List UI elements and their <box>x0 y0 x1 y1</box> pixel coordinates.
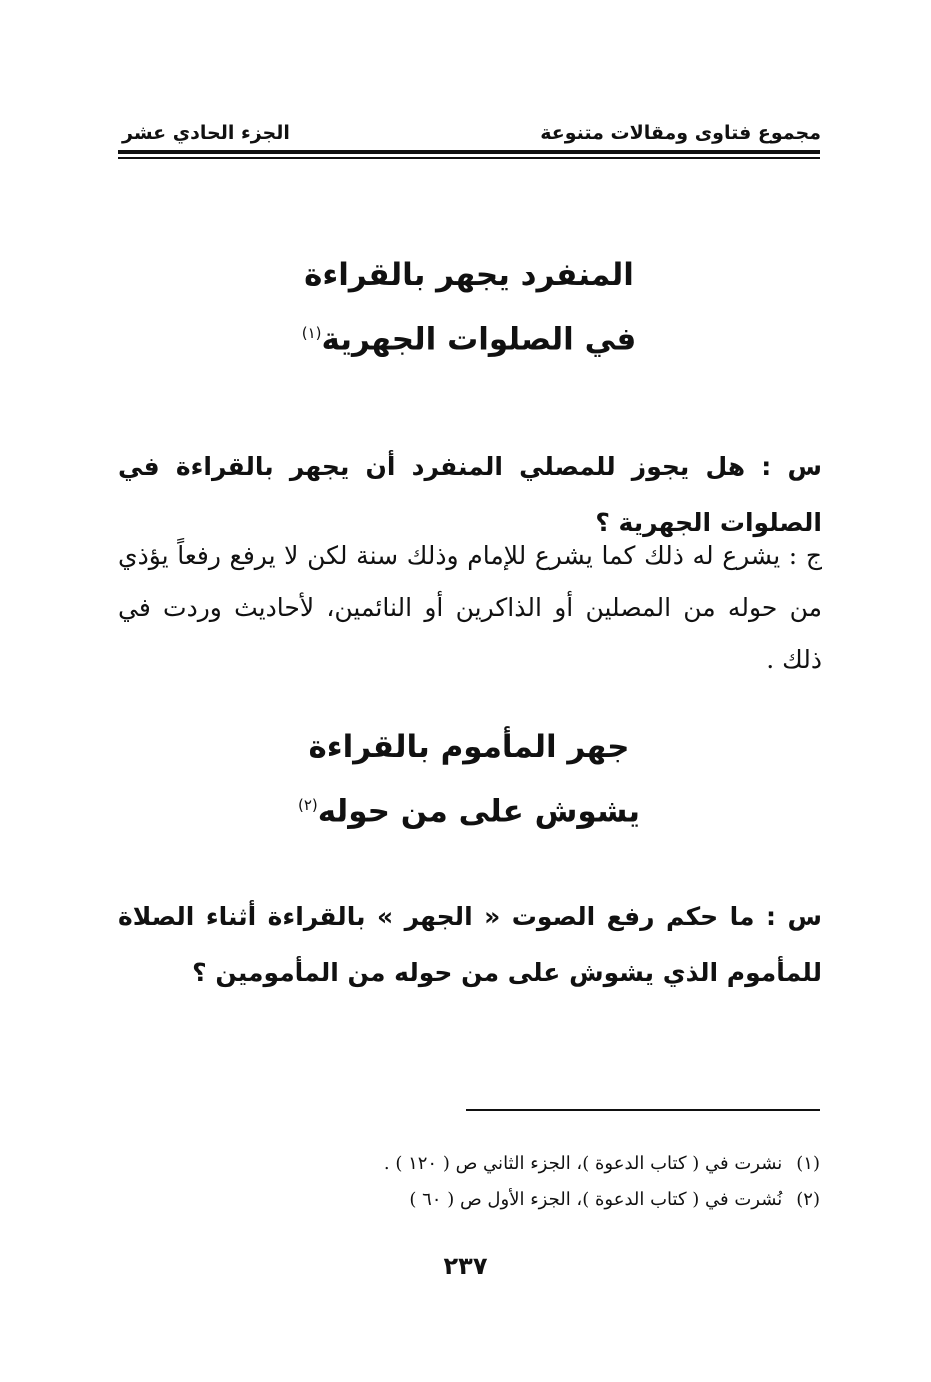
footnote-ref-2: (٢) <box>297 796 318 814</box>
section-2-title-line2: يشوش على من حوله <box>317 793 641 830</box>
footnote-1-number: (١) <box>796 1153 820 1174</box>
section-2-question: س : ما حكم رفع الصوت « الجهر » بالقراءة أثناء الصلاة للمأموم الذي يشوش على من حوله من المأمومين ؟ <box>118 902 822 987</box>
footnote-2-text: نُشرت في ( كتاب الدعوة )، الجزء الأول ص ( ٦٠ ) <box>409 1189 783 1210</box>
footnote-separator <box>466 1109 820 1111</box>
section-2-title-line2-wrap <box>118 776 820 840</box>
section-1-question: س : هل يجوز للمصلي المنفرد أن يجهر بالقراءة في الصلوات الجهرية ؟ <box>118 452 822 537</box>
page-number: ٢٣٧ <box>443 1252 488 1280</box>
header-rule-thick <box>118 150 820 154</box>
footnote-2 <box>200 1184 820 1216</box>
section-2-title <box>118 718 820 840</box>
footnote-1 <box>200 1148 820 1180</box>
running-header-volume: الجزء الحادي عشر <box>122 122 290 144</box>
section-1-answer: ج : يشرع له ذلك كما يشرع للإمام وذلك سنة لكن لا يرفع رفعاً يؤذي من حوله من المصلين أو الذاكرين أو النائمين، لأحاديث وردت في ذلك . <box>118 541 822 674</box>
footnote-2-number: (٢) <box>796 1189 820 1210</box>
header-rule-thin <box>118 157 820 159</box>
section-2-title-line1: جهر المأموم بالقراءة <box>308 729 630 765</box>
section-1-title <box>118 246 820 368</box>
footnote-ref-1: (١) <box>301 324 322 342</box>
section-1-title-line2: في الصلوات الجهرية <box>321 321 637 358</box>
section-1-title-line1: المنفرد يجهر بالقراءة <box>304 257 634 293</box>
section-1-title-line2-wrap <box>118 304 820 368</box>
footnote-1-text: نشرت في ( كتاب الدعوة )، الجزء الثاني ص ( ١٢٠ ) . <box>383 1153 783 1174</box>
running-header-book-title: مجموع فتاوى ومقالات متنوعة <box>540 122 821 144</box>
